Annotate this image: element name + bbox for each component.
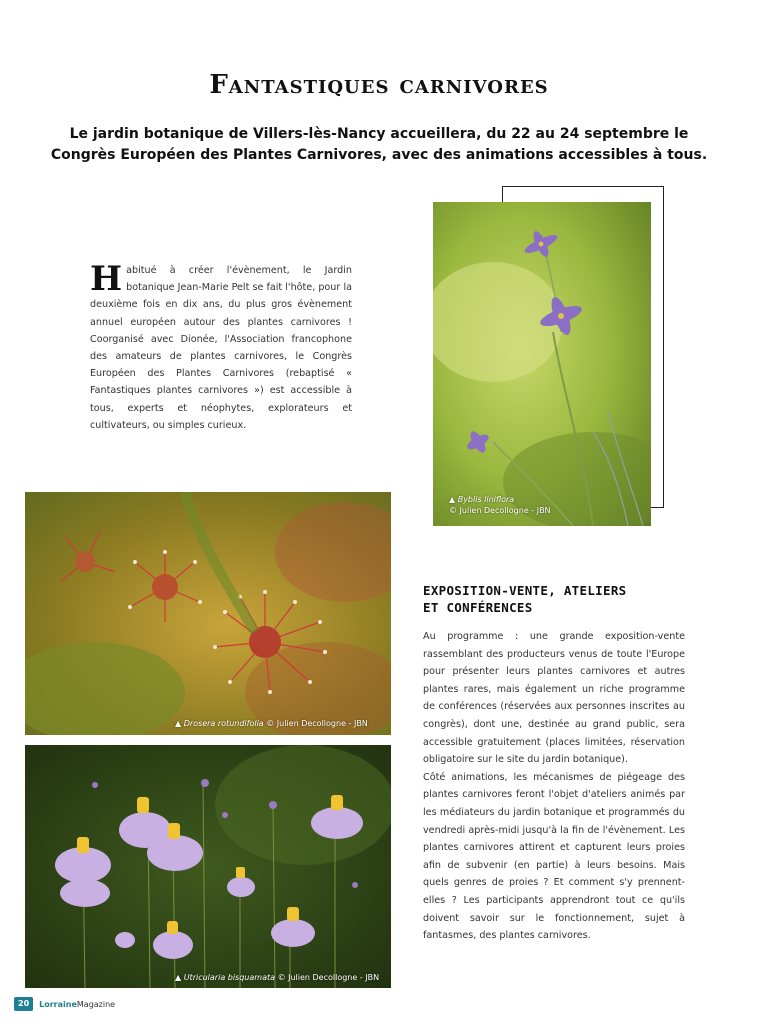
brand-bold: Lorraine: [39, 999, 77, 1009]
utricularia-species: Utricularia bisquamata: [183, 973, 276, 982]
utricularia-caption: [175, 972, 379, 983]
page-number: 20: [14, 997, 33, 1011]
section-title-line-2: ET CONFÉRENCES: [423, 600, 533, 615]
section-title: [423, 582, 683, 616]
drosera-illustration: [25, 492, 391, 735]
section-body: [423, 628, 685, 945]
drosera-caption: [175, 718, 368, 729]
drop-cap: H: [90, 259, 123, 299]
section-paragraph-2: Côté animations, les mécanismes de piégeage des plantes carnivores feront l'objet d'ateliers animés par les médiateurs du jardin botanique et programmés du vendredi après-midi jusqu'à la fin de l'évènement. Les plantes carnivores attirent et capturent leurs proies afin de subvenir (en partie) à leurs besoins. Mais quels genres de proies ? Et comment s'y prennent-elles ? Les participants apprendront tout ce qu'ils doivent savoir sur le fonctionnement, sujet à fantasmes, des plantes carnivores.: [423, 771, 685, 942]
utricularia-credit: © Julien Decollogne - JBN: [277, 973, 380, 982]
triangle-up-icon: ▲: [175, 973, 182, 982]
photo-utricularia: [25, 745, 391, 988]
intro-paragraph: [90, 259, 352, 434]
section-paragraph-1: Au programme : une grande exposition-vente rassemblant des producteurs venus de toute l'Europe pour présenter leurs plantes carnivores et autres plantes rares, mais également un riche programme de conférences (réservées aux personnes inscrites au congrès), dont une, destinée au grand public, sera accessible gratuitement (places limitées, réservation obligatoire sur le site du jardin botanique).: [423, 631, 685, 766]
article-title: Fantastiques carnivores: [209, 70, 549, 100]
photo-drosera: [25, 492, 391, 735]
drosera-species: Drosera rotundifolia: [183, 719, 264, 728]
byblis-illustration: [433, 202, 651, 526]
section-title-line-1: EXPOSITION-VENTE, ATELIERS: [423, 583, 627, 598]
article-lede: Le jardin botanique de Villers-lès-Nancy accueillera, du 22 au 24 septembre le Congrès Européen des Plantes Carnivores, avec des animations accessibles à tous.: [50, 126, 708, 163]
drosera-credit: © Julien Decollogne - JBN: [266, 719, 368, 728]
brand-regular: Magazine: [76, 999, 116, 1009]
byblis-species: Byblis liniflora: [457, 495, 515, 504]
magazine-brand: [39, 1000, 115, 1009]
byblis-caption: [449, 494, 551, 516]
photo-byblis: [433, 202, 651, 526]
byblis-credit: © Julien Decollogne - JBN: [449, 506, 551, 515]
triangle-up-icon: ▲: [449, 495, 456, 504]
utricularia-illustration: [25, 745, 391, 988]
intro-text: abitué à créer l'évènement, le Jardin botanique Jean-Marie Pelt se fait l'hôte, pour la deuxième fois en dix ans, du plus gros évènement annuel européen autour des plantes carnivores ! Coorganisé avec Dionée, l'Association francophone des amateurs de plantes carnivores, le Congrès Européen des Plantes Carnivores (rebaptisé « Fantastiques plantes carnivores ») est accessible à tous, experts et néophytes, explorateurs et cultivateurs, ou simples curieux.: [90, 265, 352, 431]
triangle-up-icon: ▲: [175, 719, 182, 728]
page-footer: [14, 996, 115, 1012]
